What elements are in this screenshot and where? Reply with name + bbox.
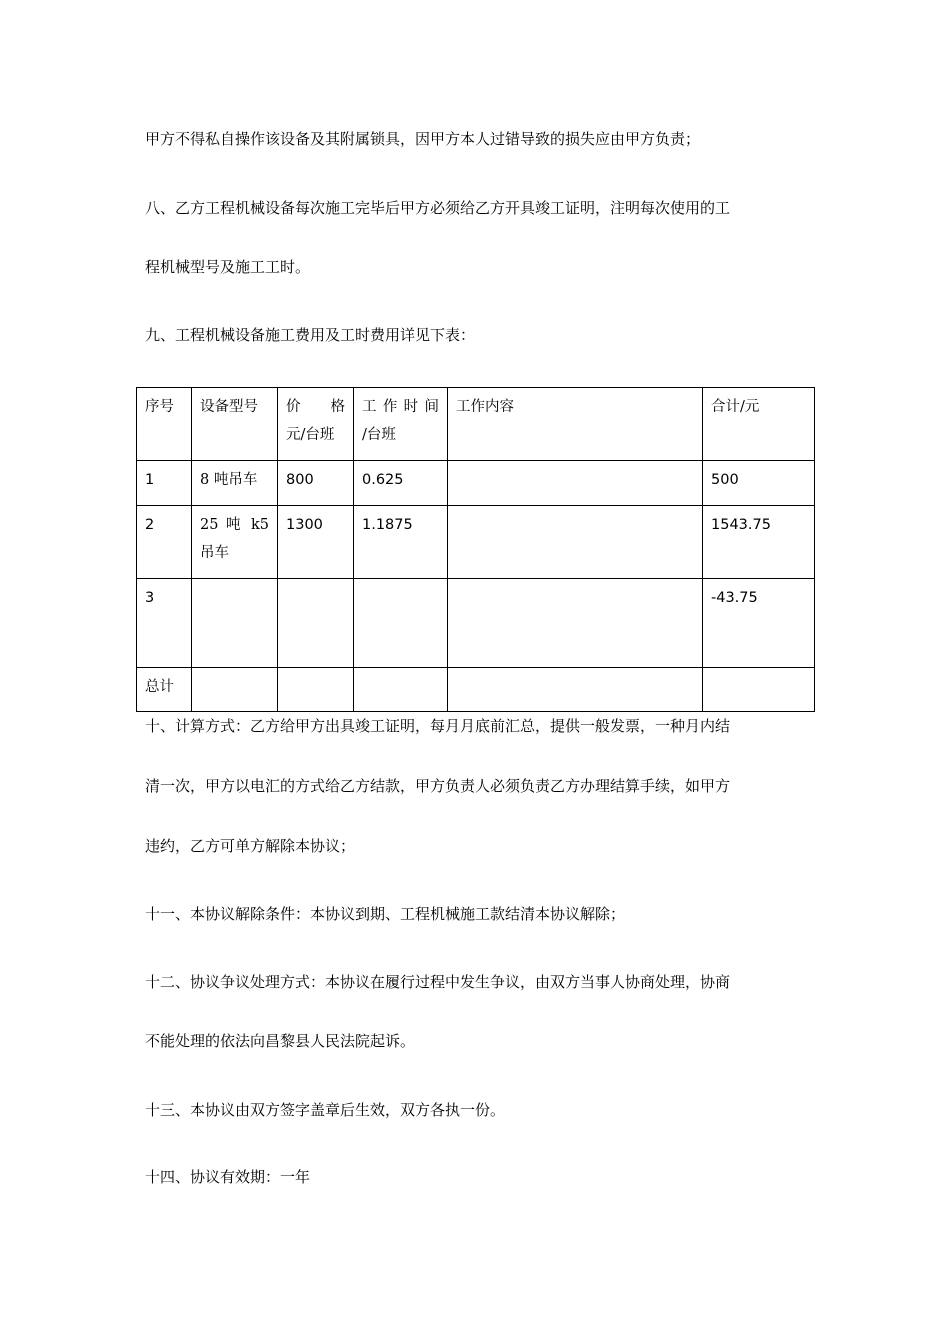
cell-content bbox=[448, 461, 703, 506]
cell-no: 1 bbox=[137, 461, 192, 506]
cell-content bbox=[448, 506, 703, 579]
paragraph-clause-10-line2: 清一次，甲方以电汇的方式给乙方结款，甲方负责人必须负责乙方办理结算手续，如甲方 bbox=[145, 777, 731, 795]
header-hours-line1: 工作时间 bbox=[362, 399, 439, 415]
summary-cell-model bbox=[192, 668, 278, 712]
header-total: 合计/元 bbox=[703, 388, 815, 461]
paragraph-clause-9: 九、工程机械设备施工费用及工时费用详见下表： bbox=[145, 326, 476, 344]
header-price-line2: 元/台班 bbox=[286, 427, 335, 443]
header-content: 工作内容 bbox=[448, 388, 703, 461]
cell-price: 800 bbox=[278, 461, 354, 506]
cell-total: 500 bbox=[703, 461, 815, 506]
summary-cell-hours bbox=[354, 668, 448, 712]
header-hours-line2: /台班 bbox=[362, 427, 396, 443]
table-row bbox=[137, 579, 815, 668]
header-price bbox=[278, 388, 354, 461]
cell-content bbox=[448, 579, 703, 668]
paragraph-clause-12-line1: 十二、协议争议处理方式：本协议在履行过程中发生争议，由双方当事人协商处理，协商 bbox=[145, 973, 731, 991]
cell-hours bbox=[354, 579, 448, 668]
cell-model-line2: 吊车 bbox=[200, 545, 229, 561]
paragraph-clause-8-line2: 程机械型号及施工工时。 bbox=[145, 258, 311, 276]
fee-table bbox=[136, 387, 815, 712]
paragraph-clause-7-continued: 甲方不得私自操作该设备及其附属锁具，因甲方本人过错导致的损失应由甲方负责； bbox=[145, 130, 701, 148]
cell-price: 1300 bbox=[278, 506, 354, 579]
header-price-line1: 价 格 bbox=[286, 399, 345, 415]
summary-cell-total bbox=[703, 668, 815, 712]
cell-no: 2 bbox=[137, 506, 192, 579]
header-hours bbox=[354, 388, 448, 461]
header-no: 序号 bbox=[137, 388, 192, 461]
header-model: 设备型号 bbox=[192, 388, 278, 461]
paragraph-clause-8-line1: 八、乙方工程机械设备每次施工完毕后甲方必须给乙方开具竣工证明，注明每次使用的工 bbox=[145, 199, 731, 217]
cell-total: 1543.75 bbox=[703, 506, 815, 579]
summary-cell-content bbox=[448, 668, 703, 712]
paragraph-clause-11: 十一、本协议解除条件：本协议到期、工程机械施工款结清本协议解除； bbox=[145, 905, 626, 923]
paragraph-clause-14: 十四、协议有效期：一年 bbox=[145, 1168, 311, 1186]
cell-model-line1: 25 吨 k5 bbox=[200, 517, 269, 533]
summary-label: 总计 bbox=[137, 668, 192, 712]
cell-model bbox=[192, 579, 278, 668]
paragraph-clause-10-line1: 十、计算方式：乙方给甲方出具竣工证明，每月月底前汇总，提供一般发票，一种月内结 bbox=[145, 717, 731, 735]
cell-price bbox=[278, 579, 354, 668]
table-summary-row bbox=[137, 668, 815, 712]
cell-total: -43.75 bbox=[703, 579, 815, 668]
cell-model bbox=[192, 506, 278, 579]
cell-no: 3 bbox=[137, 579, 192, 668]
paragraph-clause-12-line2: 不能处理的依法向昌黎县人民法院起诉。 bbox=[145, 1032, 416, 1050]
cell-model: 8 吨吊车 bbox=[192, 461, 278, 506]
paragraph-clause-13: 十三、本协议由双方签字盖章后生效，双方各执一份。 bbox=[145, 1101, 506, 1119]
table-header-row bbox=[137, 388, 815, 461]
cell-hours: 0.625 bbox=[354, 461, 448, 506]
table-row bbox=[137, 461, 815, 506]
paragraph-clause-10-line3: 违约，乙方可单方解除本协议； bbox=[145, 837, 356, 855]
cell-hours: 1.1875 bbox=[354, 506, 448, 579]
table-row bbox=[137, 506, 815, 579]
summary-cell-price bbox=[278, 668, 354, 712]
